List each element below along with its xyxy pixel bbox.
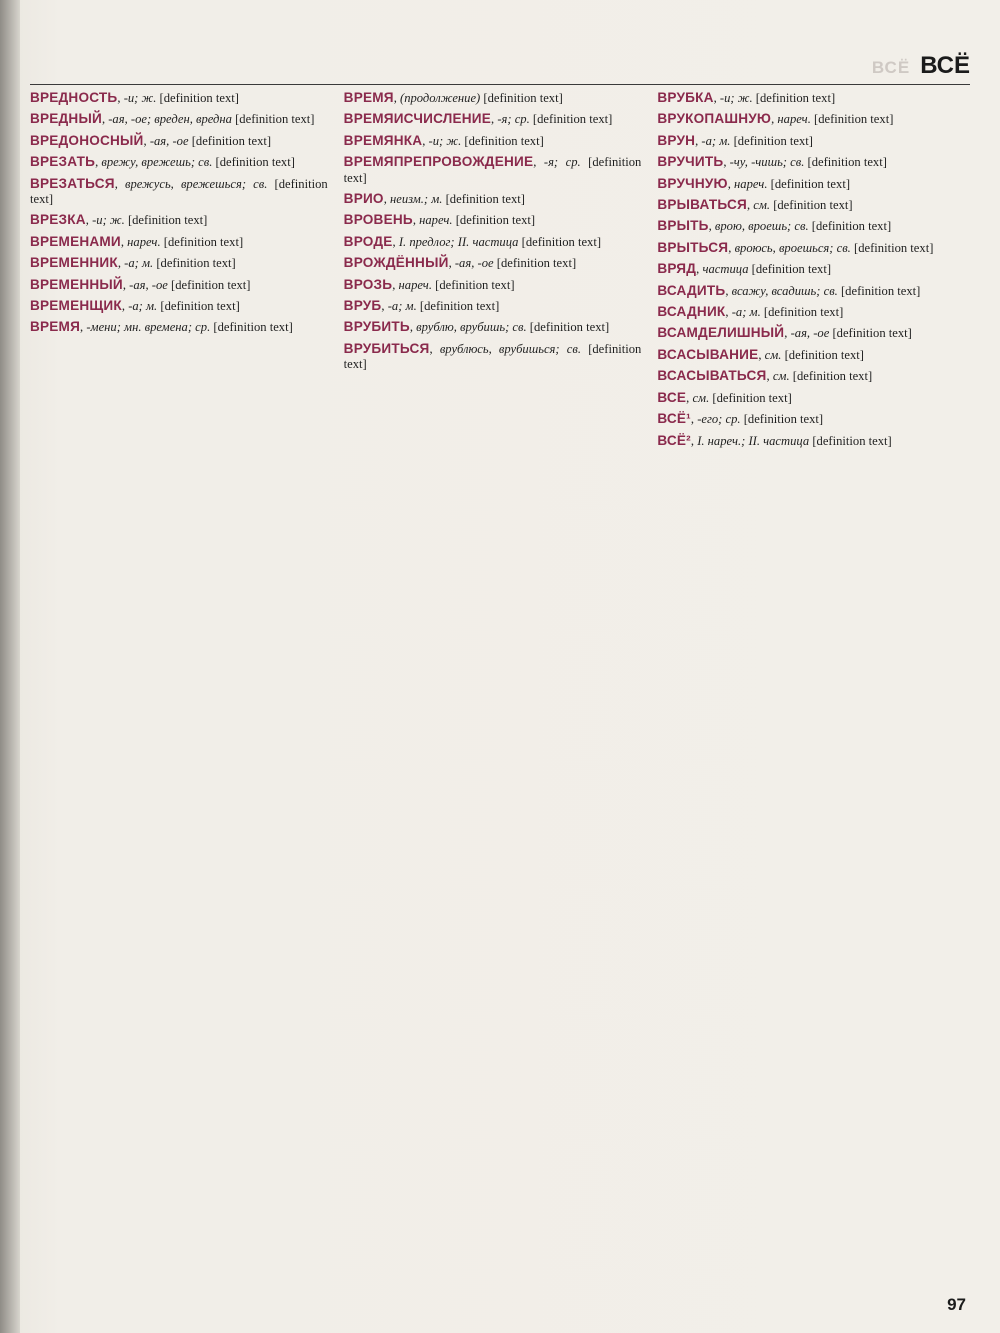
dictionary-entry: ВСАДНИК, -а; м. [definition text] xyxy=(657,304,844,320)
entry-definition: [definition text] xyxy=(419,299,500,314)
entry-grammar: врублю, врубишь; св. xyxy=(416,320,527,335)
entry-definition: [definition text] xyxy=(770,176,851,191)
entry-definition: [definition text] xyxy=(159,91,239,105)
entry-grammar: -а; м. xyxy=(701,133,731,148)
entry-grammar: -ая, -ое xyxy=(129,277,168,292)
dictionary-entry: ВРЕДНОСТЬ, -и; ж. [definition text] xyxy=(30,90,239,105)
entry-definition: [definition text] xyxy=(171,277,251,292)
entry-headword: ВРУБИТЬ xyxy=(343,319,410,335)
dictionary-entry: ВСЁ², I. нареч.; II. частица [definition text] xyxy=(657,432,892,448)
entry-grammar: -и; ж. xyxy=(719,91,753,105)
entry-headword: ВСАДНИК xyxy=(657,304,726,320)
entry-definition: [definition text] xyxy=(751,262,832,277)
page-number: 97 xyxy=(947,1295,966,1314)
entry-headword: ВСАСЫВАНИЕ xyxy=(657,346,759,362)
entry-grammar: I. нареч.; II. частица xyxy=(697,433,810,448)
header-rule xyxy=(30,84,970,85)
entry-definition: [definition text] xyxy=(733,133,813,148)
entry-grammar: см. xyxy=(772,369,790,384)
entry-definition: [definition text] xyxy=(215,155,295,170)
binding-shadow xyxy=(0,0,20,1333)
entry-grammar: -а; м. xyxy=(387,299,417,314)
entry-definition: [definition text] xyxy=(763,305,844,320)
dictionary-entry: ВСАСЫВАТЬСЯ, см. [definition text] xyxy=(657,368,873,384)
entry-headword: ВРОЗЬ xyxy=(343,276,393,292)
entry-headword: ВРОВЕНЬ xyxy=(343,212,413,228)
entry-headword: ВРЕМЕННЫЙ xyxy=(30,276,123,292)
entry-headword: ВРЕМЕНЩИК xyxy=(30,298,122,314)
entry-definition: [definition text] xyxy=(191,133,272,148)
dictionary-entry: ВРЫТЬСЯ, вроюсь, вроешься; св. [definition text] xyxy=(657,239,934,255)
entry-headword: ВРЕДНОСТЬ xyxy=(30,90,118,105)
entry-grammar: неизм.; м. xyxy=(390,192,443,207)
entry-grammar: -мени; мн. времена; ср. xyxy=(86,320,211,335)
entry-definition: [definition text] xyxy=(814,112,894,127)
entry-definition: [definition text] xyxy=(213,320,293,335)
dictionary-entry: ВРУБИТЬСЯ, врублюсь, врубишься; св. [definition text] xyxy=(343,340,642,372)
dictionary-entry: ВРЕЗАТЬ, врежу, врежешь; св. [definition text] xyxy=(30,154,295,170)
entry-definition: [definition text] xyxy=(343,155,642,185)
dictionary-entry: ВРИО, неизм.; м. [definition text] xyxy=(343,191,525,207)
entry-headword: ВРЕЗКА xyxy=(30,212,86,228)
entry-headword: ВРОЖДЁННЫЙ xyxy=(343,255,449,271)
column-2 xyxy=(344,90,642,1280)
entry-grammar: -ая, -ое xyxy=(454,256,494,271)
entry-definition: [definition text] xyxy=(435,277,515,292)
entry-definition: [definition text] xyxy=(812,433,892,448)
entry-grammar: нареч. xyxy=(419,213,453,228)
entry-grammar: врежу, врежешь; св. xyxy=(101,155,213,170)
entry-definition: [definition text] xyxy=(127,213,208,228)
entry-grammar: всажу, всадишь; св. xyxy=(731,283,838,298)
dictionary-entry: ВРУН, -а; м. [definition text] xyxy=(657,132,813,148)
dictionary-entry: ВСАМДЕЛИШНЫЙ, -ая, -ое [definition text] xyxy=(657,325,912,341)
entry-headword: ВРЕМЯИСЧИСЛЕНИЕ xyxy=(343,111,492,127)
dictionary-entry: ВРЕМЯПРЕПРОВОЖДЕНИЕ, -я; ср. [definition text] xyxy=(343,154,642,185)
entry-headword: ВСЁ¹ xyxy=(657,411,691,427)
entry-headword: ВСАМДЕЛИШНЫЙ xyxy=(657,325,785,341)
entry-definition: [definition text] xyxy=(160,299,240,314)
dictionary-entry: ВРЕМЕНАМИ, нареч. [definition text] xyxy=(30,233,244,249)
dictionary-entry: ВРУБ, -а; м. [definition text] xyxy=(343,298,500,314)
entry-headword: ВРЫТЬСЯ xyxy=(657,239,729,255)
entry-headword: ВРЕЗАТЬСЯ xyxy=(30,175,115,191)
text-columns xyxy=(30,90,955,1280)
dictionary-entry: ВРЫТЬ, врою, вроешь; св. [definition text] xyxy=(657,218,892,234)
dictionary-entry: ВРУЧНУЮ, нареч. [definition text] xyxy=(657,175,851,191)
entry-headword: ВРУБ xyxy=(343,298,382,314)
entry-definition: [definition text] xyxy=(854,240,934,255)
entry-definition: [definition text] xyxy=(840,283,921,298)
entry-definition: [definition text] xyxy=(712,390,792,405)
entry-definition: [definition text] xyxy=(343,341,642,372)
entry-grammar: нареч. xyxy=(777,112,811,127)
entry-grammar: см. xyxy=(692,390,710,405)
entry-grammar: -и; ж. xyxy=(428,133,462,148)
entry-grammar: -а; м. xyxy=(128,299,158,314)
entry-definition: [definition text] xyxy=(496,256,577,271)
entry-definition: [definition text] xyxy=(521,234,602,249)
dictionary-entry: ВРЯД, частица [definition text] xyxy=(657,261,832,277)
entry-grammar: (продолжение) xyxy=(400,91,481,105)
dictionary-entry: ВРОДЕ, I. предлог; II. частица [definition text] xyxy=(343,233,602,249)
entry-headword: ВРУЧИТЬ xyxy=(657,154,724,170)
entry-definition: [definition text] xyxy=(156,256,236,271)
entry-grammar: -я; ср. xyxy=(497,112,530,127)
entry-definition: [definition text] xyxy=(811,219,892,234)
entry-headword: ВСАДИТЬ xyxy=(657,282,726,298)
dictionary-entry: ВРЫВАТЬСЯ, см. [definition text] xyxy=(657,197,853,213)
entry-grammar: -и; ж. xyxy=(123,91,157,105)
entry-definition: [definition text] xyxy=(464,133,544,148)
entry-definition: [definition text] xyxy=(807,155,887,170)
dictionary-entry: ВСАСЫВАНИЕ, см. [definition text] xyxy=(657,346,864,362)
entry-headword: ВРИО xyxy=(343,191,384,207)
entry-grammar: -его; ср. xyxy=(697,412,741,427)
entry-grammar: частица xyxy=(702,262,749,277)
entry-grammar: -ая, -ое xyxy=(149,133,189,148)
dictionary-entry: ВРЕМЯ, -мени; мн. времена; ср. [definition text] xyxy=(30,319,293,335)
entry-definition: [definition text] xyxy=(445,192,525,207)
column-1 xyxy=(30,90,328,1280)
dictionary-entry: ВРОВЕНЬ, нареч. [definition text] xyxy=(343,212,536,228)
entry-headword: ВРЕМЯ xyxy=(30,319,81,335)
entry-grammar: нареч. xyxy=(734,176,768,191)
entry-definition: [definition text] xyxy=(755,91,836,105)
running-head-headword: ВСЁ xyxy=(920,52,970,79)
column-3 xyxy=(657,90,955,1280)
dictionary-entry: ВРУЧИТЬ, -чу, -чишь; св. [definition text] xyxy=(657,154,887,170)
entry-definition: [definition text] xyxy=(532,112,613,127)
entry-grammar: I. предлог; II. частица xyxy=(398,234,519,249)
entry-headword: ВРЕМЯ xyxy=(343,90,394,105)
dictionary-entry: ВРУКОПАШНУЮ, нареч. [definition text] xyxy=(657,111,894,127)
entry-headword: ВРЕМЕНАМИ xyxy=(30,233,121,249)
entry-grammar: врою, вроешь; св. xyxy=(714,219,809,234)
dictionary-entry: ВРУБКА, -и; ж. [definition text] xyxy=(657,90,836,105)
entry-headword: ВРУБКА xyxy=(657,90,714,105)
dictionary-entry: ВРЕЗКА, -и; ж. [definition text] xyxy=(30,212,208,228)
dictionary-entry: ВРОЗЬ, нареч. [definition text] xyxy=(343,276,515,292)
dictionary-entry: ВРЕМЕННИК, -а; м. [definition text] xyxy=(30,255,236,271)
entry-headword: ВСЕ xyxy=(657,389,687,405)
entry-headword: ВРУБИТЬСЯ xyxy=(343,340,430,356)
entry-definition: [definition text] xyxy=(529,320,610,335)
dictionary-entry: ВРЕМЕНЩИК, -а; м. [definition text] xyxy=(30,298,240,314)
entry-grammar: вроюсь, вроешься; св. xyxy=(734,240,851,255)
running-head xyxy=(872,52,970,80)
dictionary-entry: ВСАДИТЬ, всажу, всадишь; св. [definition text] xyxy=(657,282,921,298)
entry-definition: [definition text] xyxy=(30,176,328,207)
dictionary-entry: ВРЕДНЫЙ, -ая, -ое; вреден, вредна [definition text] xyxy=(30,111,315,127)
entry-definition: [definition text] xyxy=(483,91,563,105)
entry-headword: ВРЫТЬ xyxy=(657,218,709,234)
entry-grammar: см. xyxy=(764,347,782,362)
entry-headword: ВРЕДНЫЙ xyxy=(30,111,102,127)
entry-headword: ВРЕДОНОСНЫЙ xyxy=(30,132,144,148)
entry-headword: ВРЫВАТЬСЯ xyxy=(657,197,747,213)
entry-definition: [definition text] xyxy=(455,213,536,228)
entry-grammar: -ая, -ое; вреден, вредна xyxy=(108,112,232,127)
entry-headword: ВРЯД xyxy=(657,261,697,277)
entry-definition: [definition text] xyxy=(792,369,873,384)
entry-headword: ВРОДЕ xyxy=(343,233,393,249)
entry-grammar: см. xyxy=(753,198,771,213)
entry-grammar: -ая, -ое xyxy=(790,326,830,341)
entry-definition: [definition text] xyxy=(832,326,912,341)
entry-grammar: -чу, -чишь; св. xyxy=(729,155,805,170)
entry-grammar: -а; м. xyxy=(124,256,154,271)
entry-headword: ВРЕЗАТЬ xyxy=(30,154,96,170)
entry-headword: ВРУКОПАШНУЮ xyxy=(657,111,772,127)
entry-grammar: -я; ср. xyxy=(543,155,581,170)
running-head-faded: ВСЁ xyxy=(871,58,911,77)
dictionary-entry: ВРЕЗАТЬСЯ, врежусь, врежешься; св. [definition text] xyxy=(30,175,328,207)
dictionary-entry: ВРЕМЯНКА, -и; ж. [definition text] xyxy=(343,132,544,148)
entry-definition: [definition text] xyxy=(743,412,824,427)
dictionary-entry: ВРОЖДЁННЫЙ, -ая, -ое [definition text] xyxy=(343,255,577,271)
dictionary-entry: ВРЕДОНОСНЫЙ, -ая, -ое [definition text] xyxy=(30,132,272,148)
entry-headword: ВСАСЫВАТЬСЯ xyxy=(657,368,767,384)
entry-headword: ВРЕМЯПРЕПРОВОЖДЕНИЕ xyxy=(343,154,534,170)
entry-headword: ВРЕМЕННИК xyxy=(30,255,118,271)
entry-grammar: врублюсь, врубишься; св. xyxy=(439,341,581,356)
dictionary-entry: ВРЕМЯ, (продолжение) [definition text] xyxy=(343,90,563,105)
entry-headword: ВСЁ² xyxy=(657,432,691,448)
entry-headword: ВРУЧНУЮ xyxy=(657,175,728,191)
dictionary-entry: ВСЕ, см. [definition text] xyxy=(657,389,792,405)
entry-grammar: нареч. xyxy=(398,277,432,292)
entry-grammar: врежусь, врежешься; св. xyxy=(125,176,268,191)
entry-headword: ВРЕМЯНКА xyxy=(343,132,423,148)
dictionary-entry: ВРУБИТЬ, врублю, врубишь; св. [definition text] xyxy=(343,319,610,335)
entry-grammar: нареч. xyxy=(127,234,161,249)
dictionary-entry: ВСЁ¹, -его; ср. [definition text] xyxy=(657,411,824,427)
dictionary-entry: ВРЕМЕННЫЙ, -ая, -ое [definition text] xyxy=(30,276,251,292)
entry-definition: [definition text] xyxy=(235,112,315,127)
entry-definition: [definition text] xyxy=(784,347,864,362)
entry-grammar: -а; м. xyxy=(731,305,761,320)
entry-grammar: -и; ж. xyxy=(92,213,125,228)
entry-headword: ВРУН xyxy=(657,132,696,148)
entry-definition: [definition text] xyxy=(163,234,244,249)
entry-definition: [definition text] xyxy=(773,198,853,213)
dictionary-entry: ВРЕМЯИСЧИСЛЕНИЕ, -я; ср. [definition text] xyxy=(343,111,613,127)
